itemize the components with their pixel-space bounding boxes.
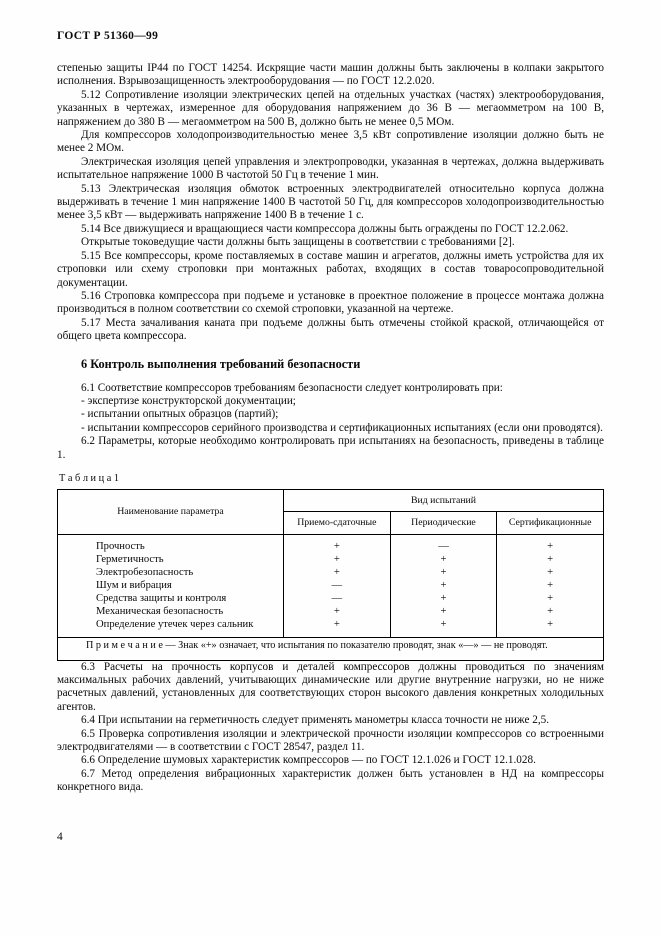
paragraph-5-16: 5.16 Строповка компрессора при подъеме и установке в проектное положение в процессе монтажа должна производиться в полном соответствии со схемой строповки, указанной на чертеже. bbox=[57, 289, 604, 316]
cell-value: + bbox=[497, 566, 604, 579]
cell-value: + bbox=[390, 566, 497, 579]
parameter-name: Средства защиты и контроля bbox=[58, 592, 284, 605]
cell-value: + bbox=[284, 618, 391, 638]
column-group-header: Вид испытаний bbox=[284, 489, 604, 512]
cell-value: + bbox=[390, 579, 497, 592]
section-6-heading: 6 Контроль выполнения требований безопасности bbox=[81, 356, 361, 371]
cell-value: + bbox=[390, 592, 497, 605]
table-row bbox=[58, 553, 604, 566]
cell-value: + bbox=[497, 618, 604, 638]
paragraph-6-2: 6.2 Параметры, которые необходимо контролировать при испытаниях на безопасность, приведены в таблице 1. bbox=[57, 435, 604, 461]
list-item: - испытании компрессоров серийного производства и сертификационных испытаниях (если они проводятся). bbox=[81, 421, 603, 434]
column-header-certification: Сертификационные bbox=[497, 512, 604, 535]
cell-value: + bbox=[390, 553, 497, 566]
cell-value: — bbox=[284, 579, 391, 592]
cell-value: — bbox=[284, 592, 391, 605]
paragraph-6-5: 6.5 Проверка сопротивления изоляции и электрической прочности изоляции компрессоров со встроенными электродвигателями — в соответствии с ГОСТ 28547, раздел 11. bbox=[57, 727, 604, 753]
table-row bbox=[58, 534, 604, 553]
paragraph: Открытые токоведущие части должны быть защищены в соответствии с требованиями [2]. bbox=[81, 236, 515, 249]
list-item: - экспертизе конструкторской документации; bbox=[81, 394, 296, 407]
parameter-name: Герметичность bbox=[58, 553, 284, 566]
cell-value: + bbox=[390, 618, 497, 638]
table-row bbox=[58, 592, 604, 605]
parameter-name: Шум и вибрация bbox=[58, 579, 284, 592]
table-row bbox=[58, 579, 604, 592]
table-note-row bbox=[58, 637, 604, 660]
paragraph-5-12: 5.12 Сопротивление изоляции электрических цепей на отдельных участках (частях) электрооборудования, указанных в чертежах, измеренное для оборудования напряжением до 36 В — мегаомметром на 100 В, напряжением до 380 В — мегаомметром на 500 В, должно быть не менее 0,5 МОм. bbox=[57, 88, 604, 128]
page-number: 4 bbox=[57, 831, 63, 843]
parameter-name: Электробезопасность bbox=[58, 566, 284, 579]
cell-value: + bbox=[497, 605, 604, 618]
cell-value: — bbox=[390, 534, 497, 553]
paragraph-5-17: 5.17 Места зачаливания каната при подъеме должны быть отмечены стойкой краской, отличающейся от общего цвета компрессора. bbox=[57, 316, 604, 343]
cell-value: + bbox=[284, 566, 391, 579]
parameter-name: Определение утечек через сальник bbox=[58, 618, 284, 638]
table-label: Т а б л и ц а 1 bbox=[59, 472, 119, 484]
cell-value: + bbox=[284, 534, 391, 553]
table-row bbox=[58, 605, 604, 618]
table-row bbox=[58, 566, 604, 579]
cell-value: + bbox=[497, 579, 604, 592]
cell-value: + bbox=[497, 534, 604, 553]
paragraph: Для компрессоров холодопроизводительностью менее 3,5 кВт сопротивление изоляции должно быть не менее 2 МОм. bbox=[57, 129, 604, 155]
cell-value: + bbox=[390, 605, 497, 618]
paragraph-5-15: 5.15 Все компрессоры, кроме поставляемых в составе машин и агрегатов, должны иметь устройства для их строповки или схему строповки при монтажных работах, входящих в состав товаросопроводительной документации. bbox=[57, 249, 604, 289]
column-header-acceptance: Приемо-сдаточные bbox=[284, 512, 391, 535]
parameter-name: Прочность bbox=[58, 534, 284, 553]
paragraph: Электрическая изоляция цепей управления и электропроводки, указанная в чертежах, должна выдерживать испытательное напряжение 1000 В частотой 50 Гц в течение 1 мин. bbox=[57, 155, 604, 182]
test-types-table bbox=[57, 489, 604, 661]
list-item: - испытании опытных образцов (партий); bbox=[81, 408, 279, 421]
cell-value: + bbox=[497, 553, 604, 566]
column-header-periodic: Периодические bbox=[390, 512, 497, 535]
document-header: ГОСТ Р 51360—99 bbox=[57, 30, 159, 42]
paragraph-5-13: 5.13 Электрическая изоляция обмоток встроенных электродвигателей относительно корпуса должна выдерживать в течение 1 мин напряжение 1400 В частотой 50 Гц, для компрессоров холодопроизводительностью менее 3,5 кВт — выдерживать напряжение 1400 В в течение 1 с. bbox=[57, 182, 604, 222]
paragraph-5-14: 5.14 Все движущиеся и вращающиеся части компрессора должны быть ограждены по ГОСТ 12.2.062. bbox=[81, 222, 569, 235]
paragraph-6-7: 6.7 Метод определения вибрационных характеристик должен быть установлен в НД на компрессоры конкретного вида. bbox=[57, 767, 604, 794]
table-header-row bbox=[58, 489, 604, 512]
table-row bbox=[58, 618, 604, 638]
paragraph-6-1: 6.1 Соответствие компрессоров требованиям безопасности следует контролировать при: bbox=[81, 381, 503, 394]
column-header-parameter: Наименование параметра bbox=[58, 489, 284, 534]
cell-value: + bbox=[284, 605, 391, 618]
cell-value: + bbox=[284, 553, 391, 566]
paragraph-6-4: 6.4 При испытании на герметичность следует применять манометры класса точности не ниже 2,5. bbox=[81, 714, 550, 727]
cell-value: + bbox=[497, 592, 604, 605]
paragraph-6-6: 6.6 Определение шумовых характеристик компрессоров — по ГОСТ 12.1.026 и ГОСТ 12.1.028. bbox=[81, 754, 536, 767]
table-note: П р и м е ч а н и е — Знак «+» означает, что испытания по показателю проводят, знак «—» — не проводят. bbox=[58, 637, 604, 660]
parameter-name: Механическая безопасность bbox=[58, 605, 284, 618]
paragraph: степенью защиты IP44 по ГОСТ 14254. Искрящие части машин должны быть заключены в колпаки закрытого исполнения. Взрывозащищенность электрооборудования — по ГОСТ 12.2.020. bbox=[57, 62, 604, 88]
paragraph-6-3: 6.3 Расчеты на прочность корпусов и деталей компрессоров должны проводиться по значениям максимальных рабочих давлений, учитывающих динамические или другие внутренние нагрузки, но не ниже расчетных давлений, установленных для соответствующих сторон высокого давления конкретных холодильных агентов. bbox=[57, 660, 604, 713]
